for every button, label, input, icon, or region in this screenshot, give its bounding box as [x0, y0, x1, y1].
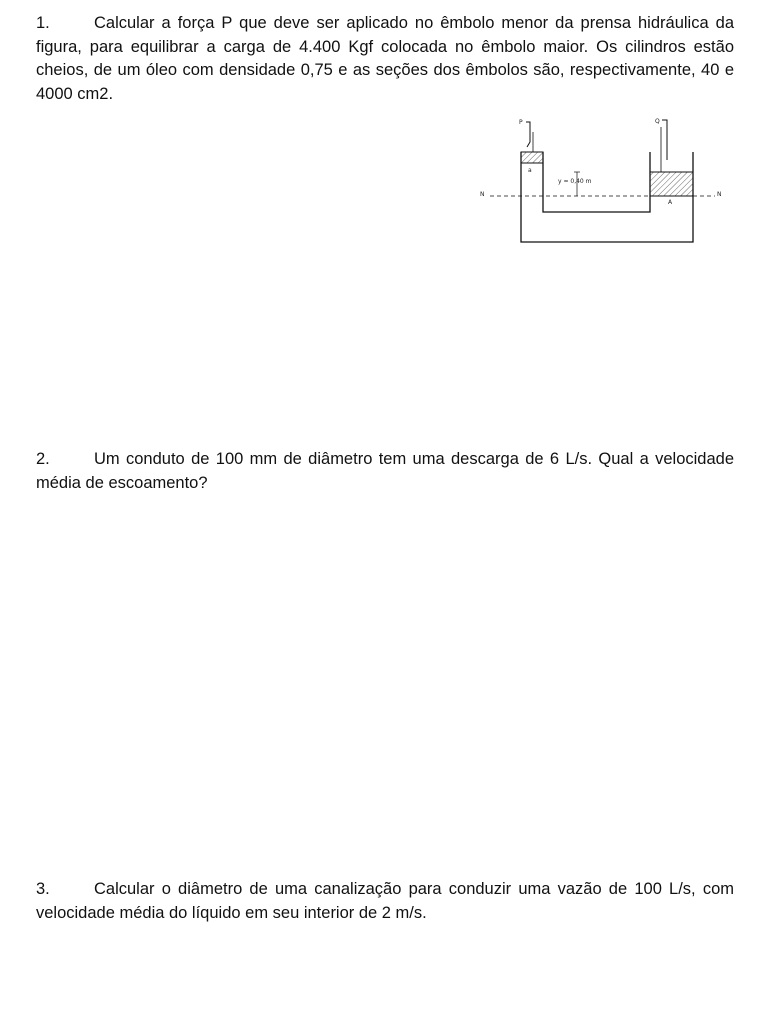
label-large-piston: A: [668, 199, 673, 206]
vessel-outline: [521, 152, 693, 242]
label-level-left: N: [480, 191, 485, 198]
question-number: 3.: [36, 880, 50, 898]
question-3: [36, 878, 734, 925]
question-number: 2.: [36, 450, 50, 468]
question-text: Um conduto de 100 mm de diâmetro tem uma descarga de 6 L/s. Qual a velocidade média de escoamento?: [36, 450, 734, 492]
question-text: Calcular a força P que deve ser aplicado no êmbolo menor da prensa hidráulica da figura, para equilibrar a carga de 4.400 Kgf colocada no êmbolo maior. Os cilindros estão cheios, de um óleo com densidade 0,75 e as seções dos êmbolos são, respectivamente, 40 e 4000 cm2.: [36, 14, 734, 103]
label-p: P: [519, 119, 523, 126]
label-height: y = 0,40 m: [558, 178, 592, 185]
label-small-piston: a: [528, 167, 532, 174]
label-q: Q: [655, 118, 660, 125]
label-level-right: N: [717, 191, 722, 198]
hydraulic-press-figure: [470, 112, 730, 252]
force-p-line: [526, 122, 530, 147]
large-piston: [650, 172, 693, 196]
question-number: 1.: [36, 14, 50, 32]
question-text: Calcular o diâmetro de uma canalização para conduzir uma vazão de 100 L/s, com velocidade média do líquido em seu interior de 2 m/s.: [36, 880, 734, 922]
question-1: [36, 12, 734, 106]
question-2: [36, 448, 734, 495]
small-piston: [521, 152, 543, 163]
force-q-line: [662, 120, 667, 160]
